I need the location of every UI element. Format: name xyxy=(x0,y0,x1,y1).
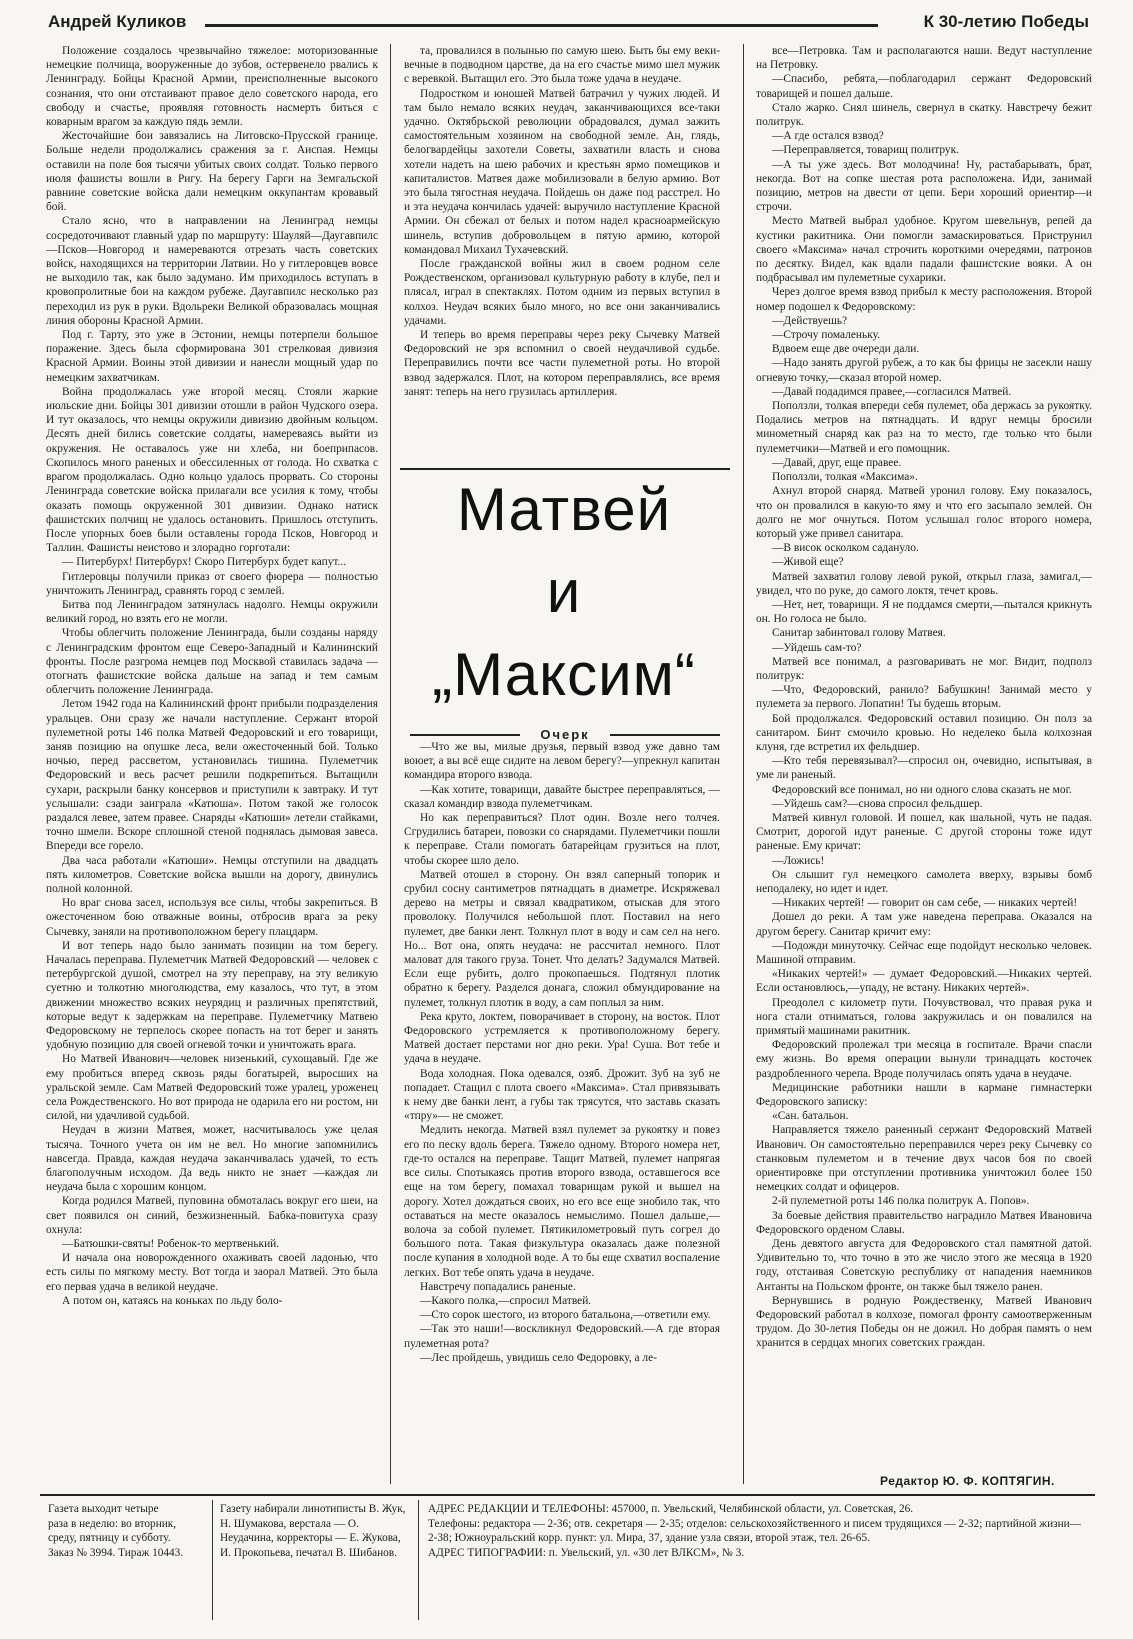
article-paragraph: —Сто сорок шестого, из второго батальона,—ответили ему. xyxy=(420,1309,711,1322)
article-paragraph: Матвей отошел в сторону. Он взял саперный топорик и срубил сосну сантиметров пятнадцать в диаметре. Искряжевал дерево на метры и связал квадратиком, отыскав для этого проволоку. Получился небольшой плот. Поставил на него пулемет, две банки лент. Толкнул плот в воду и сам сел на него. Но... Вот она, опять неудача: не рассчитал немного. Плот маловат для такого груза. Тонет. Что делать? Задумался Матвей. Если еще рубить, долго прокопаешься. Подтянул плотик обратно к берегу. Разделся донага, сложил обмундирование на пулемет, толкнул плотик в воду, а сам поплыл за ним. xyxy=(404,868,720,1009)
address-line: Телефоны: редактора — 2-36; отв. секретаря — 2-35; отделов: сельскохозяйственного и писем трудящихся — 2-32; партийной жизни—2-38; Южноуральский корр. пункт: ул. Мира, 37, здание узла связи, второй этаж, тел. 26-65. xyxy=(428,1517,1082,1544)
footer-divider xyxy=(418,1500,419,1620)
article-paragraph: Через долгое время взвод прибыл к месту расположения. Второй номер подошел к Федоровскому: xyxy=(756,286,1092,313)
address-line: АДРЕС РЕДАКЦИИ И ТЕЛЕФОНЫ: 457000, п. Увельский, Челябинской области, ул. Советская, 26. xyxy=(428,1503,914,1515)
article-paragraph: —Переправляется, товарищ политрук. xyxy=(772,144,959,157)
article-paragraph: Стало ясно, что в направлении на Ленинград немцы сосредоточивают главный удар по маршруту: Шауляй—Даугавпилс—Псков—Новгород и намереваются отрезать часть советских войск, находящихся на территории Латвии. Но у гитлеровцев вовсе не выходило так, как было задумано. Им приходилось вступать в кровопролитные бои на каждом рубеже. Даугавпилс несколько раз переходил из рук в руки. Вдольреки Великой образовалась мощная линия обороны Красной Армии. xyxy=(46,215,378,327)
article-paragraph: И теперь во время переправы через реку Сычевку Матвей Федоровский не зря вспомнил о своей неудачливой судьбе. Переправились почти все части пулеметной роты. Но второй взвод задержался. Плот, на котором переправлялись, все время занят: теперь на него грузилась артиллерия. xyxy=(404,329,720,398)
article-paragraph: Положение создалось чрезвычайно тяжелое: моторизованные немецкие полчища, вооруженные до зубов, остервенело рвались к Ленинграду. Бойцы Красной Армии, преисполненные высокого сознания, что они отстаивают правое дело советского народа, его свободу и счастье, проявляя готовность насмерть биться с коварным врагом за каждую пядь земли. xyxy=(46,45,378,129)
article-paragraph: Стало жарко. Снял шинель, свернул в скатку. Навстречу бежит политрук. xyxy=(756,101,1092,129)
article-paragraph: Ахнул второй снаряд. Матвей уронил голову. Ему показалось, что он провалился в какую-то яму и что его засыпало землей. Он долго не мог очнуться. Потом услышал голос второго номера, который уже привел санитара. xyxy=(756,485,1092,540)
schedule-line: среду, пятницу и субботу. xyxy=(48,1532,171,1544)
article-paragraph: Направляется тяжело раненный сержант Федоровский Матвей Иванович. Он самостоятельно переправился через реку Сычевку со станковым пулеметом и в течение двух часов боя по своей ориентировке при отступлении противника уничтожил более 150 немецких солдат и офицеров. xyxy=(756,1124,1092,1194)
article-paragraph: —Никаких чертей! — говорит он сам себе, — никаких чертей! xyxy=(772,897,1078,910)
header-rule xyxy=(205,24,878,27)
article-paragraph: Но как переправиться? Плот один. Возле него толчея. Сгрудились батареи, повозки со снарядами. Пулеметчики пошли к переправе. Стали помогать батарейцам грузиться на плот, чтобы скорее шло дело. xyxy=(404,812,720,867)
article-paragraph: И вот теперь надо было занимать позиции на том берегу. Началась переправа. Пулеметчик Матвей Федоровский — человек с петербургской душой, смотрел на эту переправу, на эту великую суетню и толкотню многолюдства, ему казалось, что тут, в этом движении множество всяких неурядиц и различных препятствий, которые ведут к задержкам на переправе. Пулеметчику Матвею Федоровскому не терпелось скорее попасть на тот берег и занять удобную позицию для своей огневой точки и уничтожать врага. xyxy=(46,939,378,1052)
article-paragraph: После гражданской войны жил в своем родном селе Рождественском, организовал культурную работу в клубе, пел и плясал, играл в спектаклях. Потом одним из первых вступил в колхоз. Неудач всяких было много, но все они заканчивались удачами. xyxy=(404,258,720,327)
article-paragraph: Но Матвей Иванович—человек низенький, сухощавый. Где же ему пробиться вперед сквозь ряды богатырей, выросших на уральской земле. Сам Матвей Федоровский тоже уралец, уроженец села Рождественского. Но вот природа не одарила его ни ростом, ни силой, ни удачливой судьбой. xyxy=(46,1053,378,1123)
article-paragraph: Вдвоем еще две очереди дали. xyxy=(772,343,920,356)
footer-divider xyxy=(212,1500,213,1620)
publication-schedule xyxy=(48,1502,204,1618)
article-paragraph: —Ложись! xyxy=(772,854,825,867)
article-paragraph: Медицинские работники нашли в кармане гимнастерки Федоровского записку: xyxy=(756,1081,1092,1109)
article-paragraph: Вода холодная. Пока одевался, озяб. Дрожит. Зуб на зуб не попадает. Стащил с плота своего «Максима». Стал привязывать к нему две банки лент, а губы так трясутся, что заставь сказать «тпру»— не сможет. xyxy=(404,1067,720,1123)
article-paragraph: «Сан. батальон. xyxy=(772,1110,849,1123)
article-paragraph: Но враг снова засел, используя все силы, чтобы закрепиться. В ожесточенном бою отважные воины, отбросив врага за реку Сычевку, заняли на противоположном берегу плацдарм. xyxy=(46,897,378,938)
article-paragraph: А потом он, катаясь на коньках по льду боло- xyxy=(62,1294,283,1307)
article-paragraph: За боевые действия правительство наградило Матвея Ивановича Федоровского орденом Славы. xyxy=(756,1209,1092,1236)
article-paragraph: Подростком и юношей Матвей батрачил у чужих людей. И там было немало всяких неудач, заканчивающихся все-таки удачно. Октябрьской революции обрадовался, думал зажить самостоятельным хозяином на свободной земле. Ан, глядь, белогвардейцы захотели Советы, захватили власть и снова хотели надеть на шею рабочих и крестьян ярмо помещиков и капиталистов. Матвея даже мобилизовали в белую армию. Вот это была тягостная неудача. Пойдешь он даже под расстрел. Но и эта неудача кончилась удачей: выручило наступление Красной Армии. Он сбежал от белых и потом надел красноармейскую шинель, вступив добровольцем в пятую армию, которой командовал Михаил Тухачевский. xyxy=(404,87,720,256)
column-divider xyxy=(743,44,744,1484)
article-paragraph: Дошел до реки. А там уже наведена переправа. Оказался на другом берегу. Санитар кричит ему: xyxy=(756,911,1092,938)
article-paragraph: —Давай, друг, еще правее. xyxy=(772,456,902,469)
article-paragraph: Битва под Ленинградом затянулась надолго. Немцы окружили великий город, но взять его не могли. xyxy=(46,598,378,626)
article-paragraph: И начала она новорожденного охаживать своей ладонью, что есть силы по мягкому месту. Вот тогда и заорал Матвей. Это была его первая удача в великой неудаче. xyxy=(46,1252,378,1293)
article-paragraph: «Никаких чертей!» — думает Федоровский.—Никаких чертей. Если остановлюсь,—упаду, не встану. Никаких чертей». xyxy=(756,968,1092,995)
article-paragraph: 2-й пулеметной роты 146 полка политрук А. Попов». xyxy=(772,1195,1030,1208)
article-paragraph: —Живой еще? xyxy=(772,556,844,569)
schedule-line: раза в неделю: во вторник, xyxy=(48,1517,177,1530)
article-paragraph: Поползли, толкая «Максима». xyxy=(772,471,918,484)
article-paragraph: Гитлеровцы получили приказ от своего фюрера — полностью уничтожить Ленинград, сравнять город с землей. xyxy=(46,570,378,597)
column-divider xyxy=(390,44,391,1484)
article-paragraph: Под г. Тарту, это уже в Эстонии, немцы потерпели большое поражение. Здесь была сформирована 301 стрелковая дивизия Красной Армии. Воины этой дивизии и нанесли мощный удар по немецким захватчикам. xyxy=(46,329,378,384)
article-title: и xyxy=(546,558,582,625)
article-column-1 xyxy=(46,44,378,1484)
article-paragraph: Санитар забинтовал голову Матвея. xyxy=(772,627,946,640)
article-paragraph: Матвей кивнул головой. И пошел, как шальной, чуть не падая. Смотрит, дорогой идут раненые. С другой стороны тоже идут раненые. Ему кричат: xyxy=(756,811,1092,853)
article-paragraph: Место Матвей выбрал удобное. Кругом шевельнув, репей да кустики ракитника. Они помогли замаскироваться. Приструнил своего «Максима» начал строчить короткими очередями, патронов по десятку. Видел, как вдали падали фашистские вояки. А он подбрасывал им пулеметные сухарики. xyxy=(756,215,1092,285)
article-paragraph: —Уйдешь сам?—снова спросил фельдшер. xyxy=(772,797,983,810)
article-paragraph: Два часа работали «Катюши». Немцы отступили на двадцать пять километров. Советские войска вышли на дорогу, двинулись полной колонной. xyxy=(46,854,378,895)
schedule-line: Заказ № 3994. Тираж 10443. xyxy=(48,1546,184,1559)
article-paragraph: —Так это наши!—воскликнул Федоровский.—А где вторая пулеметная рота? xyxy=(404,1323,720,1350)
article-title: Матвей xyxy=(456,476,672,543)
article-paragraph: —Что, Федоровский, ранило? Бабушкин! Занимай место у пулемета за первого. Лопатин! Ты будешь вторым. xyxy=(756,684,1092,711)
typesetting-credits xyxy=(220,1502,408,1618)
article-paragraph: Война продолжалась уже второй месяц. Стояли жаркие июльские дни. Бойцы 301 дивизии отошли в район Чудского озера. И тут оказалось, что немцы окружили дивизию двойным кольцом. Десять дней бились советские солдаты, намереваясь выйти из окружения. Не оставалось уже ни хлеба, ни боеприпасов. Скопилось много раненых и обессиленных от голода. Но схватка с врагом продолжалась. Одно кольцо удалось прорвать. Со стороны Ленинграда советские войска прилагали все усилия к тому, чтобы оказать помощь окруженной 301 дивизии. Однако натиск фашистских полчищ не удалось остановить. Пришлось отступить. После упорных боев были оставлены города Псков, Новгород и Таллин. Фашисты неистово и злорадно горготали: xyxy=(46,385,378,555)
article-column-3 xyxy=(756,44,1092,1442)
article-paragraph: Медлить некогда. Матвей взял пулемет за рукоятку и повез его по песку вдоль берега. Тяжело одному. Второго номера нет, где-то остался на переправе. Тащит Матвей, пулемет напрягая все силы. Спотыкаясь против второго взвода, оставшегося все еще на том берегу, помахал товарищам рукой и вышел на дорогу. Хотел дождаться своих, но его все еще знобило так, что оставаться на месте оказалось немыслимо. Пошел дальше,—волоча за собой пулемет. Пятикилометровый путь согрел до большого пота. Такая физкультура оказалась даже полезной после купания в холодной воде. А то бы еще схватил воспаление легких. Вот тебе опять удача в неудаче. xyxy=(404,1124,720,1279)
article-paragraph: Вернувшись в родную Рождественку, Матвей Иванович Федоровский работал в колхозе, помогал фронту самоотверженным трудом. До 30-летия Победы он не дожил. Но добрая память о нем хранится в сердцах многих советских граждан. xyxy=(756,1294,1092,1350)
article-paragraph: —Нет, нет, товарищи. Я не поддамся смерти,—пытался крикнуть он. Но голоса не было. xyxy=(756,598,1092,626)
article-paragraph: Матвей захватил голову левой рукой, открыл глаза, замигал,— увидел, что по руке, до самого локтя, течет кровь. xyxy=(756,570,1092,597)
article-paragraph: Река круто, локтем, поворачивает в сторону, на восток. Плот Федоровского устремляется к противоположному берегу. Матвей достает перстами ног дно реки. Ура! Суша. Вот тебе и удача в неудаче. xyxy=(404,1010,720,1066)
article-paragraph: Матвей все понимал, а разговаривать не мог. Видит, подполз политрук: xyxy=(756,655,1092,682)
article-paragraph: —Какого полка,—спросил Матвей. xyxy=(420,1294,592,1307)
article-paragraph: —Строчу помаленьку. xyxy=(772,329,880,342)
article-paragraph: —А где остался взвод? xyxy=(772,130,884,143)
address-line: АДРЕС ТИПОГРАФИИ: п. Увельский, ул. «30 лет ВЛКСМ», № 3. xyxy=(428,1546,745,1559)
article-paragraph: Поползли, толкая впереди себя пулемет, оба держась за рукоятку. Подались метров на пятнадцать. И вдруг немцы бросили минометный снаряд как раз на то место, где только что были пулеметчики—Матвей и его помощник. xyxy=(756,400,1092,455)
article-paragraph: День девятого августа для Федоровского стал памятной датой. Удивительно то, что точно в это же число этого же месяца в 1920 году, отстаивая Советскую республику от нападения наемников Антанты на Польском фронте, он также был тяжело ранен. xyxy=(756,1238,1092,1293)
article-paragraph: —Лес пройдешь, увидишь село Федоровку, а ле- xyxy=(420,1351,657,1364)
article-paragraph: —Как хотите, товарищи, давайте быстрее переправляться, — сказал командир взвода пулеметчикам. xyxy=(404,783,720,810)
article-column-2-top xyxy=(404,44,720,452)
article-paragraph: —Кто тебя перевязывал?—спросил он, очевидно, испытывая, в уме ли раненый. xyxy=(756,755,1092,782)
article-paragraph: —Надо занять другой рубеж, а то как бы фрицы не засекли нашу огневую точку,—сказал второй номер. xyxy=(756,357,1092,384)
article-paragraph: Летом 1942 года на Калининский фронт прибыли подразделения уральцев. Они сразу же начали наступление. Сержант второй пулеметной роты 146 полка Матвей Федоровский и его товарищи, заняв позицию на опушке леса, вели ожесточенный бой. Только ночью, перед рассветом, установилась тишина. Пулеметчик Федоровский и весь расчет решили подкрепиться. Вытащили сухари, раскрыли банку консервов и приступили к завтраку. И тут услышали: сзади заиграла «Катюша». Потом такой же голосок раздался левее, затем правее. Снаряды «Катюши» летели стайками, точно шмели. Вскоре сплошной стеной поднялась дымовая завеса. Впереди все горело. xyxy=(46,698,378,853)
article-paragraph: все—Петровка. Там и располагаются наши. Ведут наступление на Петровку. xyxy=(756,45,1092,72)
article-paragraph: —Давай подадимся правее,—согласился Матвей. xyxy=(772,385,1012,398)
article-paragraph: Когда родился Матвей, пуповина обмоталась вокруг его шеи, на свет появился он синий, безжизненный. Бабка-повитуха сразу охнула: xyxy=(46,1195,378,1236)
footer-rule xyxy=(40,1494,1095,1496)
genre-text: Очерк xyxy=(540,727,590,742)
article-title: „Максим“ xyxy=(432,641,696,708)
author-name: Андрей Куликов xyxy=(48,12,187,31)
article-paragraph: —В висок осколком садануло. xyxy=(772,542,919,555)
article-paragraph: — Питербурх! Питербурх! Скоро Питербурх будет капут... xyxy=(62,556,347,569)
article-paragraph: Федоровский все понимал, но ни одного слова сказать не мог. xyxy=(772,783,1072,796)
genre-dash xyxy=(410,734,520,736)
article-paragraph: Бой продолжался. Федоровский оставил позицию. Он полз за санитаром. Бинт смочило кровью. Но неделеко была колхозная клуня, где встретил их фельдшер. xyxy=(756,712,1092,753)
article-paragraph: —Батюшки-святы! Робенок-то мертвенький. xyxy=(62,1238,280,1251)
section-title: К 30-летию Победы xyxy=(923,12,1089,31)
article-paragraph: Федоровский пролежал три месяца в госпитале. Врачи спасли ему жизнь. Во время операции вынули тринадцать косточек раздробленного черепа. Вроде получилась опять удача в неудаче. xyxy=(756,1039,1092,1080)
genre-dash xyxy=(610,734,720,736)
article-paragraph: Чтобы облегчить положение Ленинграда, были созданы наряду с Ленинградским фронтом еще Северо-Западный и Калининский фронты. После разгрома немцев под Москвой ставилась задача — отогнать фашистские войска дальше на запад и тем самым облегчить положение Ленинграда. xyxy=(46,627,378,697)
article-paragraph: —Подожди минуточку. Сейчас еще подойдут несколько человек. Машиной отправим. xyxy=(756,939,1092,966)
article-paragraph: —Что же вы, милые друзья, первый взвод уже давно там воюет, а вы всё еще сидите на левом берегу?—упрекнул капитан командира второго взвода. xyxy=(404,741,720,782)
article-paragraph: —Уйдешь сам-то? xyxy=(772,641,862,654)
article-paragraph: Жесточайшие бои завязались на Литовско-Прусской границе. Больше недели продолжались сражения за г. Аиспая. Немцы оставили на поле боя тысячи убитых своих солдат. Только первого июля фашисты вошли в Ригу. На берегу Гарги на Земгальской равнине советские войска дали немецким оккупантам кровавый бой. xyxy=(46,130,378,214)
typesetting-text: Газету набирали линотиписты В. Жук, Н. Шумакова, верстала — О. Неудачина, корректоры — Е. Жукова, И. Прокопьева, печатал В. Шибанов. xyxy=(220,1503,406,1559)
article-paragraph: та, провалился в полынью по самую шею. Быть бы ему веки-вечные в подводном царстве, да на его счастье мимо шел мужик с веревкой. Вытащил его. Это была тоже удача в неудаче. xyxy=(404,45,720,86)
title-rule xyxy=(400,468,730,470)
article-paragraph: —А ты уже здесь. Вот молодчина! Ну, растабарывать, брат, некогда. Вот на сопке шестая рота расположена. Иди, занимай позицию, метров на двести от цепи. Бери хороший ориентир—и строчи. xyxy=(756,158,1092,214)
article-paragraph: Навстречу попадались раненые. xyxy=(420,1280,576,1293)
article-paragraph: Преодолел с километр пути. Почувствовал, что правая рука и нога стали отниматься, голова закружилась и он повалился на примятый машинами ракитник. xyxy=(756,996,1092,1038)
article-paragraph: —Спасибо, ребята,—поблагодарил сержант Федоровский товарищей и пошел дальше. xyxy=(756,73,1092,100)
editor-credit: Редактор Ю. Ф. КОПТЯГИН. xyxy=(880,1474,1055,1488)
address-block xyxy=(428,1502,1088,1618)
article-paragraph: Неудач в жизни Матвея, может, насчитывалось уже целая тысяча. Точного учета он им не вел. Но многие запомнились навсегда. Правда, каждая неудача заканчивалась удачей, то есть благополучным исходом. Да ведь никто не знает —каждая ли неудача была с хорошим концом. xyxy=(46,1124,378,1194)
article-paragraph: —Действуешь? xyxy=(772,314,848,327)
schedule-line: Газета выходит четыре xyxy=(48,1503,159,1515)
article-paragraph: Он слышит гул немецкого самолета вверху, взрывы бомб неподалеку, но идет и идет. xyxy=(756,868,1092,895)
article-column-2-bottom xyxy=(404,740,720,1482)
